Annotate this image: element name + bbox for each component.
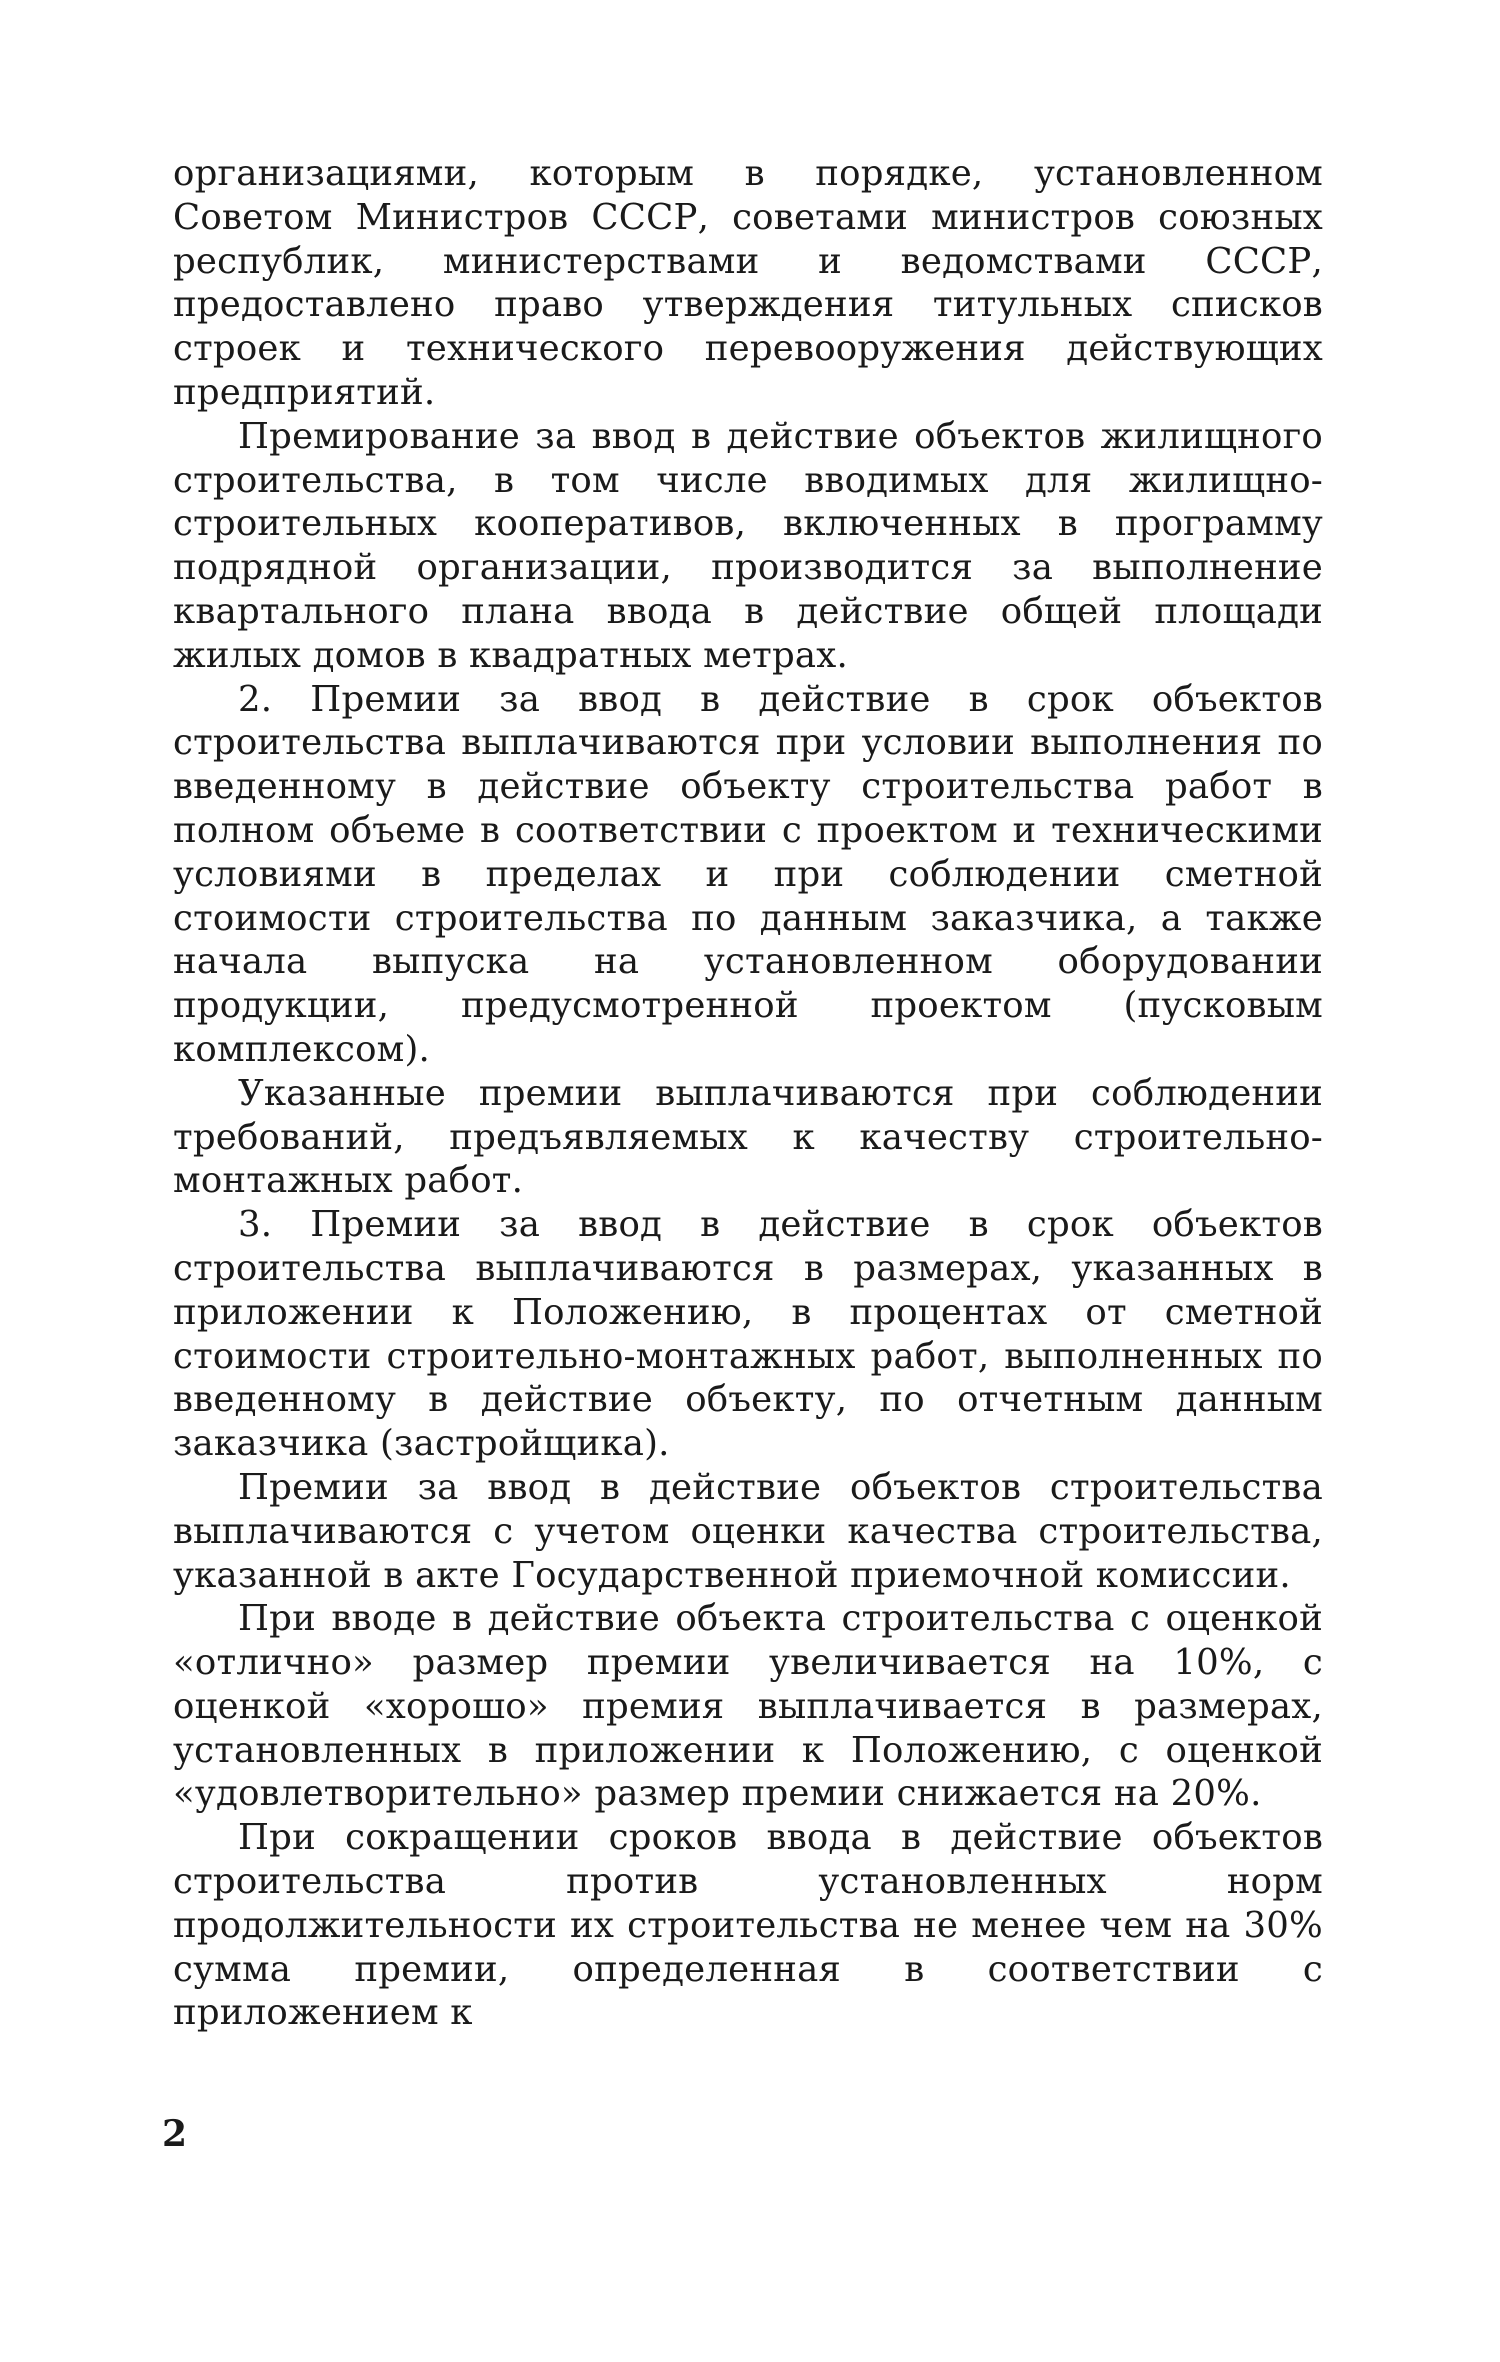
paragraph-2: Премирование за ввод в действие объектов жилищного строительства, в том числе вводимых для жилищно-строительных кооперативов, включенных в программу подрядной организации, производится за выполнение квартального плана ввода в действие общей площади жилых домов в квадратных метрах.: [173, 415, 1323, 676]
paragraph-4: Указанные премии выплачиваются при соблюдении требований, предъявляемых к качеству строительно-монтажных работ.: [173, 1072, 1323, 1202]
paragraph-6: Премии за ввод в действие объектов строительства выплачиваются с учетом оценки качества строительства, указанной в акте Государственной приемочной комиссии.: [173, 1466, 1323, 1596]
paragraph-8: При сокращении сроков ввода в действие объектов строительства против установленных норм продолжительности их строительства не менее чем на 30% сумма премии, определенная в соответствии с приложением к: [173, 1817, 1323, 2034]
page-number: 2: [162, 2113, 188, 2155]
paragraph-7: При вводе в действие объекта строительства с оценкой «отлично» размер премии увеличивается на 10%, с оценкой «хорошо» премия выплачивается в размерах, установленных в приложении к Положению, с оценкой «удовлетворительно» размер премии снижается на 20%.: [173, 1598, 1323, 1815]
body-text: [173, 152, 1323, 2035]
paragraph-1: организациями, которым в порядке, установленном Советом Министров СССР, советами министров союзных республик, министерствами и ведомствами СССР, предоставлено право утверждения титульных списков строек и технического перевооружения действующих предприятий.: [173, 153, 1323, 413]
paragraph-5: 3. Премии за ввод в действие в срок объектов строительства выплачиваются в размерах, указанных в приложении к Положению, в процентах от сметной стоимости строительно-монтажных работ, выполненных по введенному в действие объекту, по отчетным данным заказчика (застройщика).: [173, 1204, 1323, 1465]
paragraph-3: 2. Премии за ввод в действие в срок объектов строительства выплачиваются при условии выполнения по введенному в действие объекту строительства работ в полном объеме в соответствии с проектом и техническими условиями в пределах и при соблюдении сметной стоимости строительства по данным заказчика, а также начала выпуска на установленном оборудовании продукции, предусмотренной проектом (пусковым комплексом).: [173, 678, 1323, 1070]
